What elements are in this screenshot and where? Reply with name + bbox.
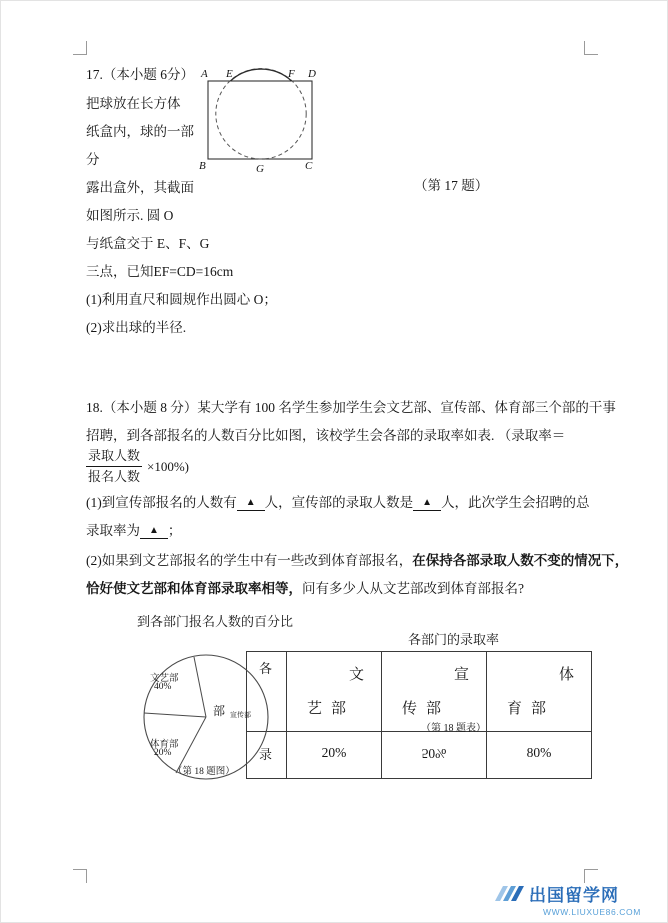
answer-blank: ▲ <box>140 525 168 539</box>
header-char: 宣 <box>453 667 469 683</box>
text-segment: ； <box>167 523 182 538</box>
q17-subquestion-2: (2)求出球的半径. <box>86 320 187 335</box>
pie-label-wenyibu: 文艺部 <box>150 674 179 684</box>
rate-table-title: 各部门的录取率 <box>408 632 500 647</box>
logo-site-url: WWW.LIUXUE86.COM <box>543 907 641 917</box>
rate-value-glitched: 50% <box>421 746 447 761</box>
q18-subquestion-2-cont <box>86 581 524 598</box>
header-char: 文 <box>348 667 364 683</box>
crop-mark-top-right <box>584 41 598 55</box>
header-chars: 育部 <box>507 701 556 717</box>
table-header-xuanchuanbu <box>382 652 487 732</box>
fraction-suffix: ×100%) <box>147 458 190 474</box>
logo-stripes-icon <box>499 886 523 901</box>
pie-chart-title: 到各部门报名人数的百分比 <box>137 614 294 629</box>
q17-line: 纸盒内，球的一部 <box>86 124 194 139</box>
point-label-C: C <box>305 160 313 172</box>
pie-label-wenyibu-pct: 40% <box>154 682 172 692</box>
rate-table-caption: （第 18 题表） <box>421 723 486 734</box>
q18-subquestion-2 <box>86 553 628 570</box>
text-segment: (1)到宣传部报名的人数有 <box>86 495 237 510</box>
sphere-arc-above-box <box>230 69 291 81</box>
q17-heading: 17.（本小题 6分） <box>86 67 194 82</box>
q18-subquestion-1 <box>86 495 590 512</box>
text-segment: 人，此次学生会招聘的总 <box>441 495 590 510</box>
rate-value-xuanchuanbu <box>382 732 487 779</box>
q18-rate-formula <box>86 446 189 487</box>
logo-name: 出国留学网 <box>529 886 619 905</box>
pie-label-bu: 部 <box>213 704 226 718</box>
rate-value-tiyubu: 80% <box>487 732 592 779</box>
q18-subquestion-1-cont <box>86 523 181 540</box>
bold-text-segment: 在保持各部录取人数不变的情况下， <box>412 553 629 568</box>
table-stub-row1: 各 <box>247 652 287 732</box>
table-header-wenyibu <box>287 652 382 732</box>
box-rectangle <box>208 81 312 159</box>
admission-rate-table <box>246 651 592 779</box>
bold-text-segment: 恰好使文艺部和体育部录取率相等， <box>86 581 302 596</box>
point-label-B: B <box>199 160 206 172</box>
rate-value-wenyibu: 20% <box>287 732 382 779</box>
point-label-E: E <box>226 68 233 80</box>
q17-line: 把球放在长方体 <box>86 96 181 111</box>
q17-subquestion-1: (1)利用直尺和圆规作出圆心 O； <box>86 292 277 307</box>
header-chars: 传部 <box>402 701 451 717</box>
q17-line: 分 <box>86 152 100 167</box>
text-segment: 人，宣传部的录取人数是 <box>264 495 414 510</box>
header-chars: 艺部 <box>307 701 356 717</box>
point-label-G: G <box>256 163 264 175</box>
q17-line: 与纸盒交于 E、F、G <box>86 236 210 251</box>
header-char: 体 <box>558 667 574 683</box>
q17-figure-caption: （第 17 题） <box>414 178 489 193</box>
q17-line: 三点，已知EF=CD=16cm <box>86 264 234 279</box>
pie-label-xuanchuanbu: 宣传部 <box>230 711 251 719</box>
fraction-denominator: 报名人数 <box>88 469 141 485</box>
q17-line: 露出盒外，其截面 <box>86 180 194 195</box>
fraction-numerator: 录取人数 <box>86 446 142 467</box>
table-header-tiyubu <box>487 652 592 732</box>
fraction <box>86 446 142 487</box>
crop-mark-top-left <box>73 41 87 55</box>
pie-label-tiyubu-pct: 20% <box>154 748 172 758</box>
q17-line: 如图所示. 圆 O <box>86 208 174 223</box>
text-segment: 问有多少人从文艺部改到体育部报名? <box>302 581 524 596</box>
pie-label-tiyubu: 体育部 <box>150 740 179 750</box>
sphere-section-circle-dashed <box>216 69 306 159</box>
point-label-D: D <box>308 68 316 80</box>
q17-figure <box>196 59 331 179</box>
point-label-A: A <box>201 68 208 80</box>
crop-mark-bottom-left <box>73 869 87 883</box>
answer-blank: ▲ <box>413 497 441 511</box>
pie-chart-caption: （第 18 题图） <box>173 767 235 777</box>
q18-line1: 18.（本小题 8 分）某大学有 100 名学生参加学生会文艺部、宣传部、体育部三个部的干事 <box>86 400 616 415</box>
pie-slice-line <box>194 657 206 717</box>
q18-line2: 招聘，到各部报名的人数百分比如图，该校学生会各部的录取率如表. （录取率＝ <box>86 428 566 443</box>
text-segment: (2)如果到文艺部报名的学生中有一些改到体育部报名， <box>86 553 413 568</box>
point-label-F: F <box>288 68 295 80</box>
text-segment: 录取率为 <box>86 523 140 538</box>
answer-blank: ▲ <box>237 497 265 511</box>
table-stub-row2: 录 <box>247 732 287 779</box>
site-logo[interactable] <box>499 881 641 917</box>
pie-slice-line <box>144 713 206 717</box>
